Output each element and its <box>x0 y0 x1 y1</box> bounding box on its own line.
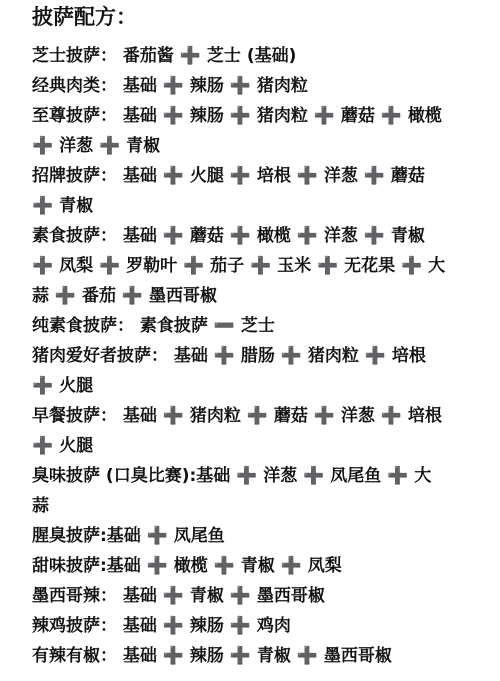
recipe-mexican-spicy: 墨西哥辣： 基础 ➕ 青椒 ➕ 墨西哥椒 <box>32 586 325 606</box>
recipe-supreme-pizza: 至尊披萨： 基础 ➕ 辣肠 ➕ 猪肉粒 ➕ 蘑菇 ➕ 橄榄 <box>32 106 442 126</box>
page-title: 披萨配方： <box>32 5 137 29</box>
recipe-fishy-pizza: 腥臭披萨:基础 ➕ 凤尾鱼 <box>32 526 225 546</box>
recipe-smelly-pizza: 臭味披萨 (口臭比赛):基础 ➕ 洋葱 ➕ 凤尾鱼 ➕ 大 <box>32 466 432 486</box>
recipe-supreme-pizza-cont: ➕ 洋葱 ➕ 青椒 <box>32 136 161 156</box>
recipe-vegan-pizza: 纯素食披萨： 素食披萨 ➖ 芝士 <box>32 316 275 336</box>
recipe-veggie-pizza-cont-2: 蒜 ➕ 番茄 ➕ 墨西哥椒 <box>32 286 218 306</box>
recipe-spicy-pepper: 有辣有椒： 基础 ➕ 辣肠 ➕ 青椒 ➕ 墨西哥椒 <box>32 646 392 666</box>
recipe-pork-lovers-pizza: 猪肉爱好者披萨： 基础 ➕ 腊肠 ➕ 猪肉粒 ➕ 培根 <box>32 346 426 366</box>
recipe-spicy-chicken-pizza: 辣鸡披萨： 基础 ➕ 辣肠 ➕ 鸡肉 <box>32 616 291 636</box>
recipe-veggie-pizza: 素食披萨： 基础 ➕ 蘑菇 ➕ 橄榄 ➕ 洋葱 ➕ 青椒 <box>32 226 425 246</box>
recipe-breakfast-pizza-cont: ➕ 火腿 <box>32 436 94 456</box>
recipe-cheese-pizza: 芝士披萨： 番茄酱 ➕ 芝士 (基础) <box>32 46 297 66</box>
recipe-breakfast-pizza: 早餐披萨： 基础 ➕ 猪肉粒 ➕ 蘑菇 ➕ 洋葱 ➕ 培根 <box>32 406 442 426</box>
recipe-pork-lovers-pizza-cont: ➕ 火腿 <box>32 376 94 396</box>
recipe-sweet-pizza: 甜味披萨:基础 ➕ 橄榄 ➕ 青椒 ➕ 凤梨 <box>32 556 342 576</box>
recipe-signature-pizza: 招牌披萨： 基础 ➕ 火腿 ➕ 培根 ➕ 洋葱 ➕ 蘑菇 <box>32 166 425 186</box>
recipe-veggie-pizza-cont-1: ➕ 凤梨 ➕ 罗勒叶 ➕ 茄子 ➕ 玉米 ➕ 无花果 ➕ 大 <box>32 256 446 276</box>
recipe-smelly-pizza-cont: 蒜 <box>32 496 49 516</box>
recipe-classic-meat: 经典肉类： 基础 ➕ 辣肠 ➕ 猪肉粒 <box>32 76 308 96</box>
recipe-signature-pizza-cont: ➕ 青椒 <box>32 196 94 216</box>
